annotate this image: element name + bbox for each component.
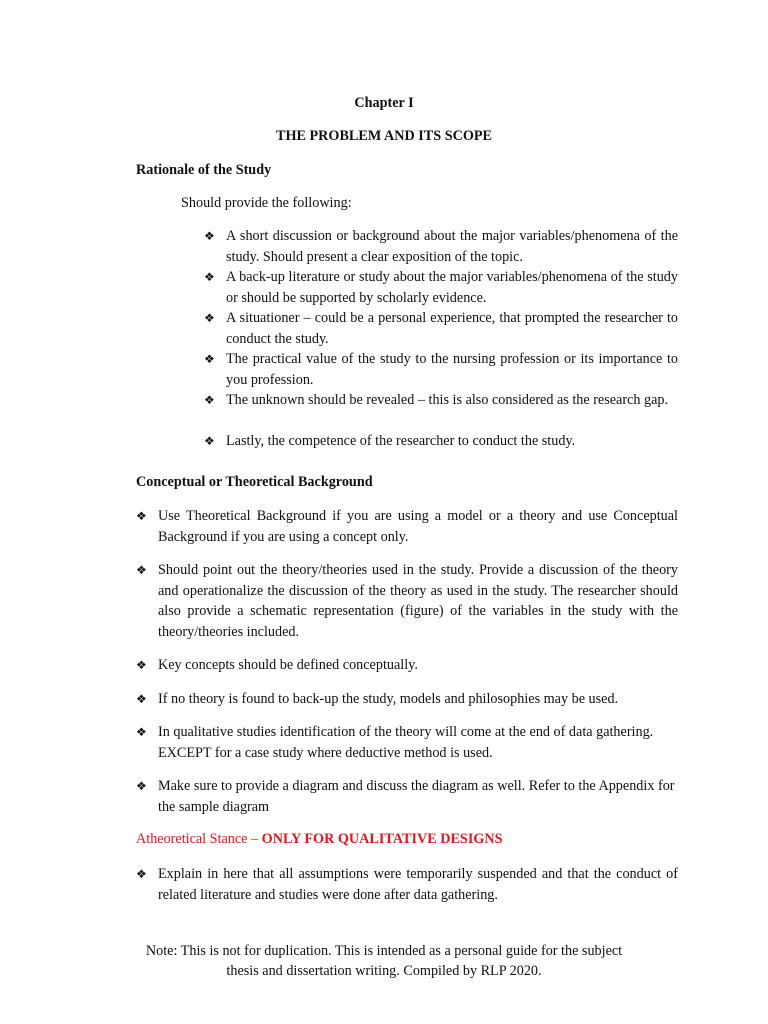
list-item: The unknown should be revealed – this is also considered as the research gap. [226, 392, 669, 408]
background-heading: Conceptual or Theoretical Background [136, 474, 373, 490]
list-item: Make sure to provide a diagram and discuss the diagram as well. Refer to the Appendix for the sample diagram [158, 778, 675, 815]
atheoretical-heading-emphasis: ONLY FOR QUALITATIVE DESIGNS [261, 831, 503, 847]
atheoretical-heading [136, 829, 503, 850]
diamond-bullet-icon: ❖ [204, 434, 215, 448]
rationale-heading: Rationale of the Study [136, 162, 272, 178]
diamond-bullet-icon: ❖ [204, 270, 215, 284]
list-item: Should point out the theory/theories used in the study. Provide a discussion of the theory and operationalize the discussion of the theory as used in the study. The researcher should also provide a schematic representation (figure) of the variables in the study with the theory/theories included. [158, 562, 678, 640]
atheoretical-heading-label: Atheoretical Stance – [136, 831, 262, 847]
diamond-bullet-icon: ❖ [136, 779, 147, 793]
footer-note-line-1: Note: This is not for duplication. This is intended as a personal guide for the subject [145, 943, 623, 959]
list-item: Explain in here that all assumptions were temporarily suspended and that the conduct of related literature and studies were done after data gathering. [158, 866, 678, 903]
diamond-bullet-icon: ❖ [204, 229, 215, 243]
diamond-bullet-icon: ❖ [204, 352, 215, 366]
list-item: In qualitative studies identification of the theory will come at the end of data gathering. EXCEPT for a case study where deductive method is used. [158, 724, 654, 761]
diamond-bullet-icon: ❖ [136, 725, 147, 739]
list-item: Use Theoretical Background if you are using a model or a theory and use Conceptual Background if you are using a concept only. [158, 508, 678, 545]
list-item: A back-up literature or study about the major variables/phenomena of the study or should be supported by scholarly evidence. [226, 269, 678, 306]
diamond-bullet-icon: ❖ [136, 867, 147, 881]
footer-note-line-2: thesis and dissertation writing. Compiled by RLP 2020. [226, 963, 542, 979]
list-item: If no theory is found to back-up the study, models and philosophies may be used. [158, 691, 619, 707]
chapter-label: Chapter I [354, 95, 414, 111]
diamond-bullet-icon: ❖ [136, 658, 147, 672]
diamond-bullet-icon: ❖ [204, 393, 215, 407]
diamond-bullet-icon: ❖ [136, 563, 147, 577]
diamond-bullet-icon: ❖ [136, 509, 147, 523]
rationale-intro: Should provide the following: [181, 195, 352, 211]
list-item: Lastly, the competence of the researcher to conduct the study. [226, 433, 576, 449]
page-title: THE PROBLEM AND ITS SCOPE [275, 128, 492, 144]
diamond-bullet-icon: ❖ [136, 692, 147, 706]
list-item: A short discussion or background about the major variables/phenomena of the study. Should present a clear exposition of the topic. [226, 228, 678, 265]
list-item: A situationer – could be a personal experience, that prompted the researcher to conduct the study. [226, 310, 678, 347]
diamond-bullet-icon: ❖ [204, 311, 215, 325]
list-item: Key concepts should be defined conceptually. [158, 657, 418, 673]
list-item: The practical value of the study to the nursing profession or its importance to you profession. [226, 351, 678, 388]
